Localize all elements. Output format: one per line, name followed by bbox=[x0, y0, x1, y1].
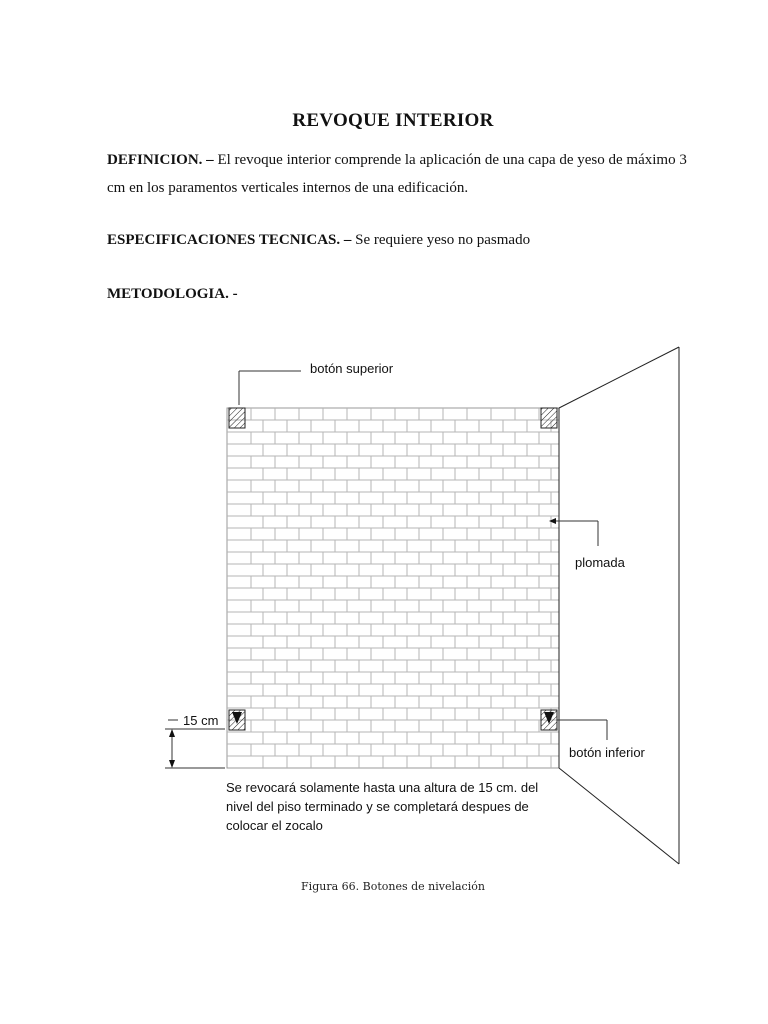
label-boton-inferior: botón inferior bbox=[569, 745, 645, 760]
dimension-arrow-up-icon bbox=[169, 729, 175, 737]
figure-caption: Figura 66. Botones de nivelación bbox=[301, 880, 485, 893]
note-line-3: colocar el zocalo bbox=[226, 818, 323, 833]
metodologia-label: METODOLOGIA. - bbox=[107, 286, 238, 302]
page-title: REVOQUE INTERIOR bbox=[292, 110, 494, 131]
dimension-arrow-down-icon bbox=[169, 760, 175, 768]
brick-wall bbox=[227, 408, 559, 768]
plumb-line-leader bbox=[556, 521, 598, 546]
bottom-right-leveling-button bbox=[541, 710, 557, 730]
top-button-leader bbox=[239, 371, 301, 405]
side-wall bbox=[559, 347, 679, 864]
label-boton-superior: botón superior bbox=[310, 361, 394, 376]
especificaciones-text: Se requiere yeso no pasmado bbox=[351, 232, 531, 248]
definicion-text: El revoque interior comprende la aplicación de una capa de yeso de máximo 3 cm en los paramentos verticales internos de una edificación. bbox=[107, 152, 687, 196]
label-15cm: 15 cm bbox=[183, 713, 219, 728]
especificaciones-label: ESPECIFICACIONES TECNICAS. – bbox=[107, 232, 352, 248]
bottom-left-leveling-button bbox=[229, 710, 245, 730]
top-right-leveling-button bbox=[541, 408, 557, 428]
label-plomada: plomada bbox=[575, 555, 625, 570]
note-line-1: Se revocará solamente hasta una altura de 15 cm. del bbox=[226, 780, 539, 795]
definicion-label: DEFINICION. – bbox=[107, 152, 214, 168]
bottom-button-leader bbox=[557, 720, 607, 740]
top-left-leveling-button bbox=[229, 408, 245, 428]
note-line-2: nivel del piso terminado y se completará despues de bbox=[226, 799, 529, 814]
